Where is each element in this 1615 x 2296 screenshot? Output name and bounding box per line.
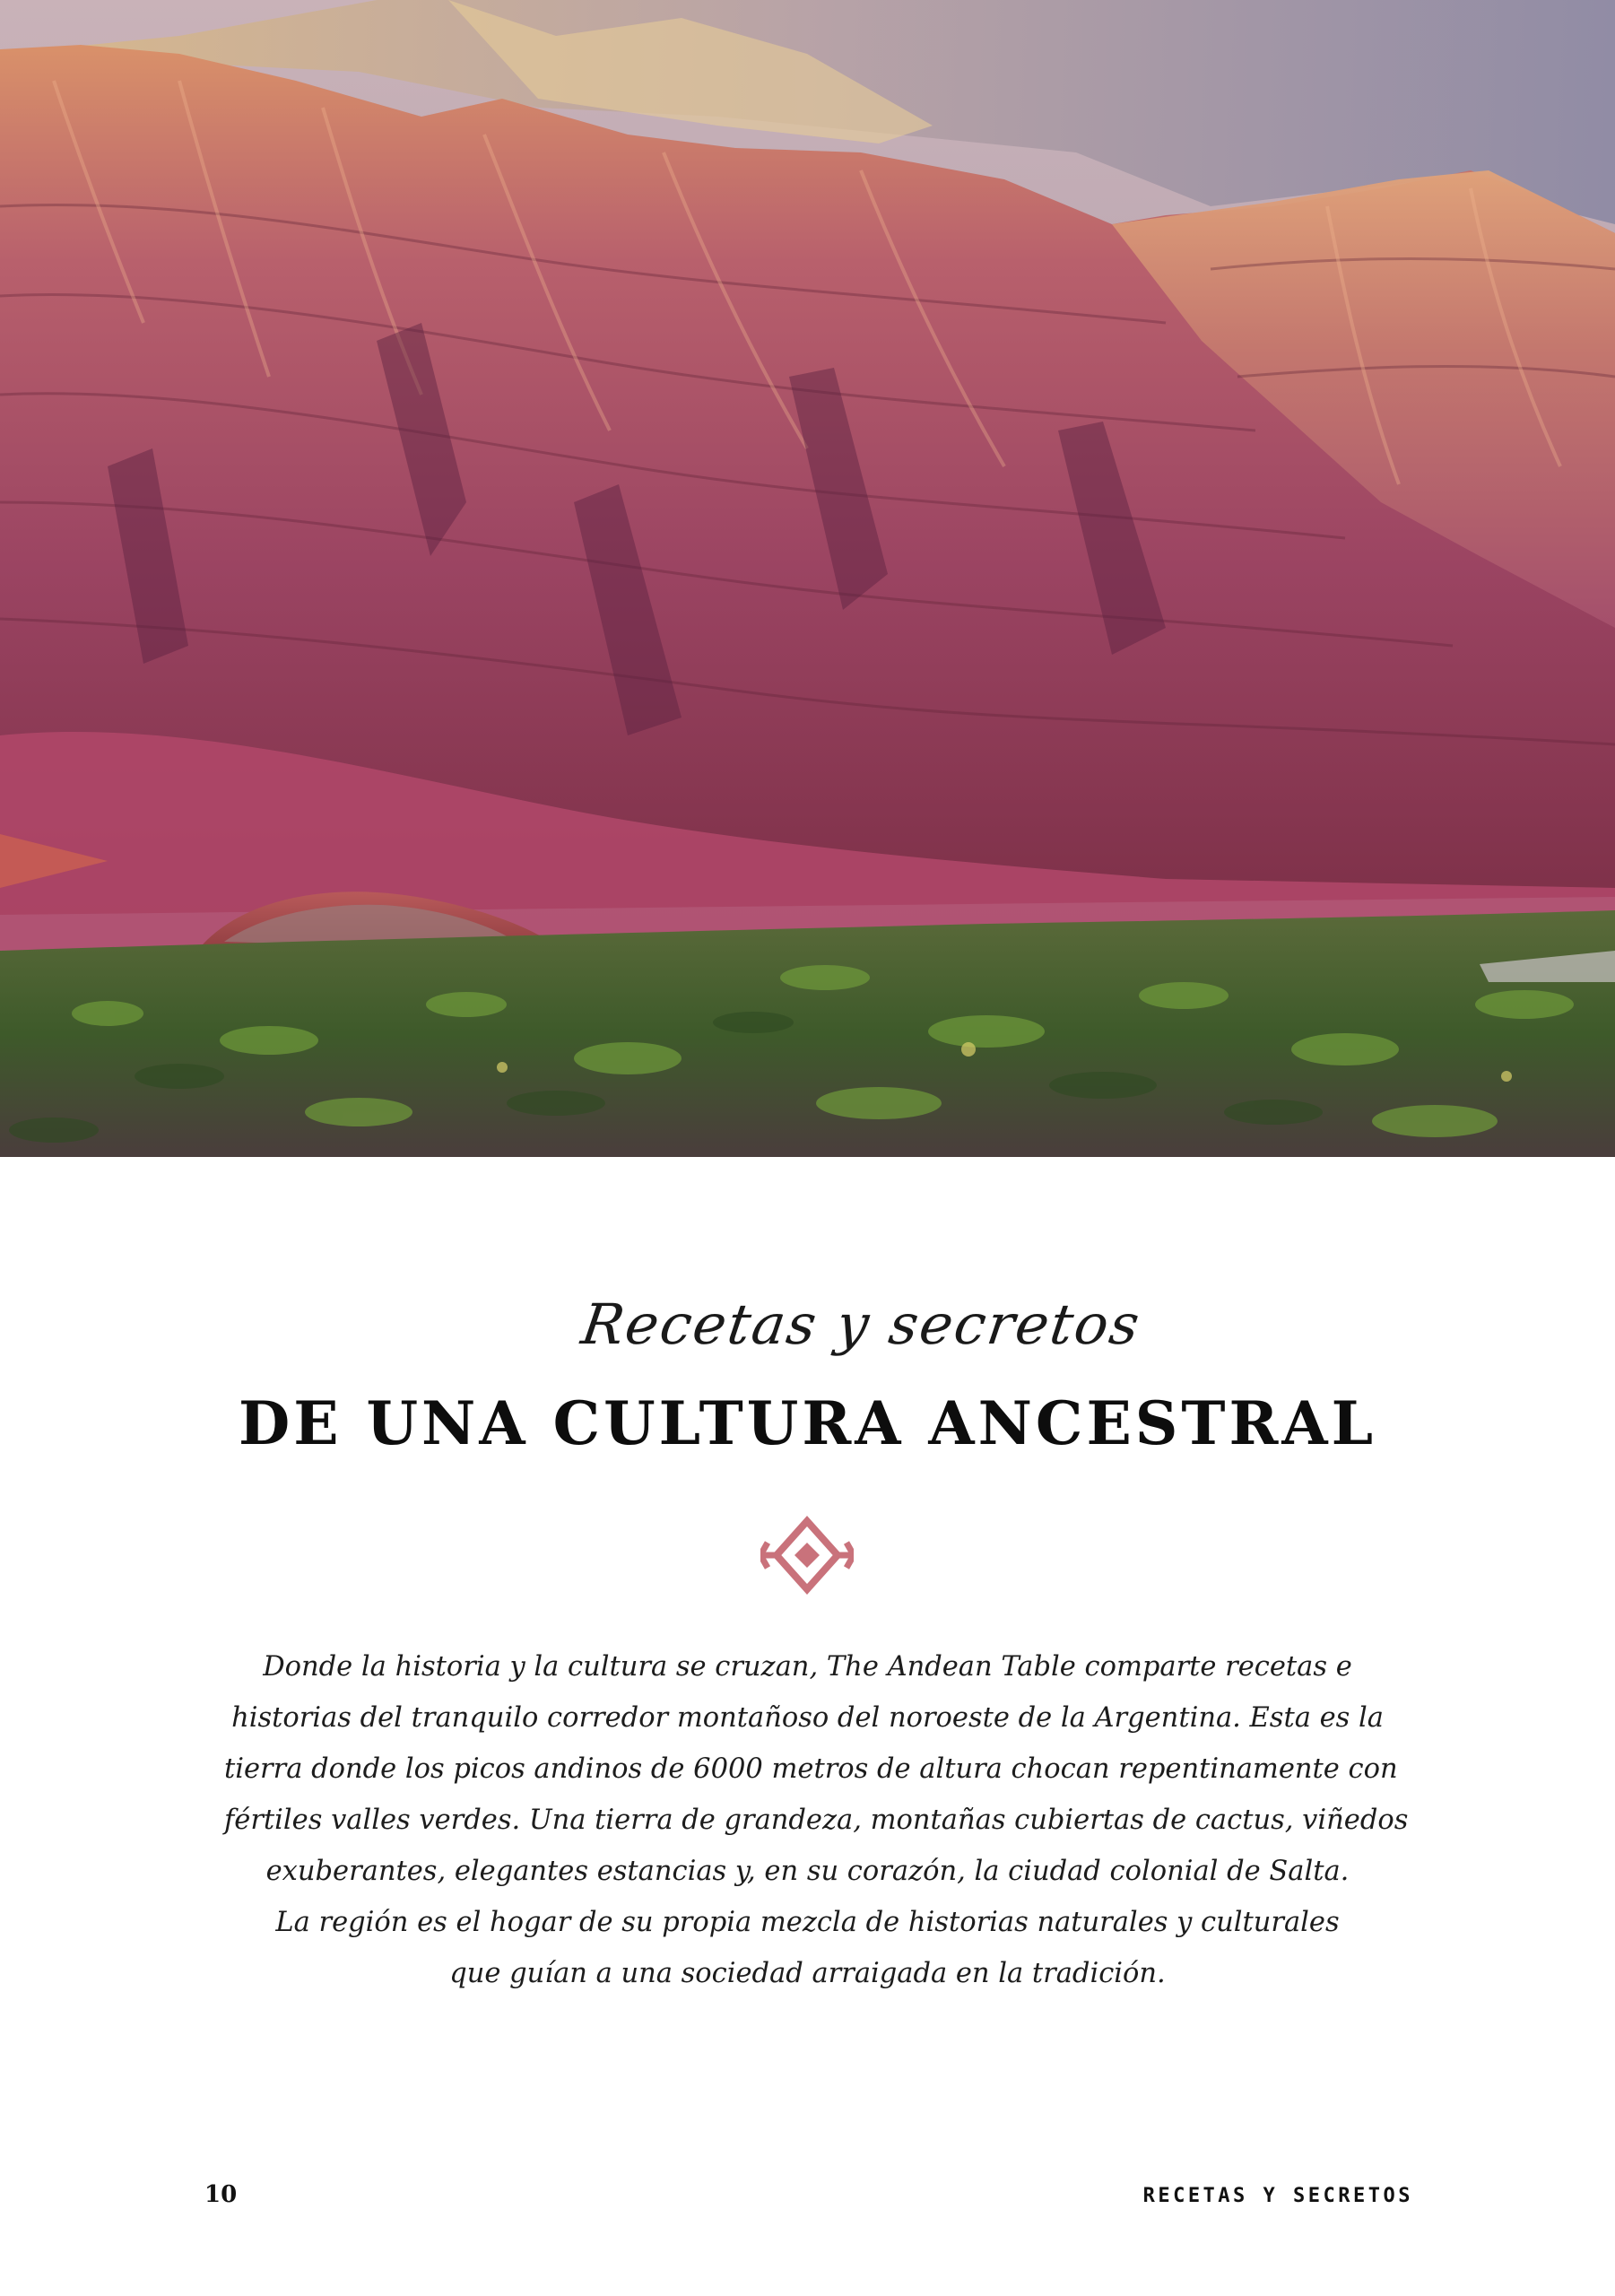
andean-diamond-ornament-icon [760,1512,854,1598]
paragraph-line: exuberantes, elegantes estancias y, en su corazón, la ciudad colonial de Salta. [265,1856,1350,1887]
paragraph-line: La región es el hogar de su propia mezcla de historias naturales y culturales [275,1907,1340,1938]
paragraph-line: fértiles valles verdes. Una tierra de grandeza, montañas cubiertas de cactus, viñedos [224,1805,1409,1836]
page-number: 10 [204,2181,238,2208]
running-head: RECETAS Y SECRETOS [1142,2185,1413,2207]
page-title: DE UNA CULTURA ANCESTRAL [238,1388,1376,1458]
paragraph-line: Donde la historia y la cultura se cruzan, The Andean Table comparte recetas e [263,1651,1352,1683]
intro-paragraph [224,1641,1409,1999]
script-subtitle: Recetas y secretos [577,1292,1145,1357]
paragraph-line: tierra donde los picos andinos de 6000 metros de altura chocan repentinamente con [224,1753,1398,1785]
paragraph-line: que guían a una sociedad arraigada en la tradición. [449,1958,1166,1989]
paragraph-line: historias del tranquilo corredor montañoso del noroeste de la Argentina. Esta es la [231,1702,1384,1734]
